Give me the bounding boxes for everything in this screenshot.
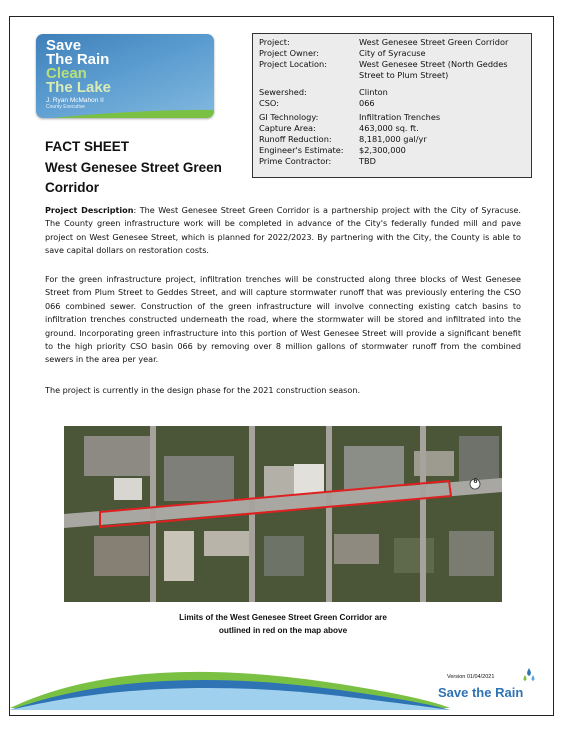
project-description-paragraph (45, 204, 521, 258)
page-title: West Genesee Street Green Corridor (45, 160, 222, 195)
info-label: GI Technology: (259, 112, 319, 122)
fact-sheet-label: FACT SHEET (45, 139, 130, 154)
logo-line-save: Save (46, 37, 82, 54)
map-caption-line1: Limits of the West Genesee Street Green Corridor are (179, 613, 387, 622)
info-label: Sewershed: (259, 87, 307, 97)
project-info-box (252, 33, 532, 178)
info-value: Clinton (359, 87, 388, 97)
logo-executive-name: J. Ryan McMahon II (46, 97, 104, 104)
footer-wave (10, 650, 450, 710)
info-label: Runoff Reduction: (259, 134, 332, 144)
info-label: Engineer's Estimate: (259, 145, 344, 155)
green-infrastructure-paragraph: For the green infrastructure project, infiltration trenches will be constructed along three blocks of West Genesee Street from Plum Street to Geddes Street, and will capture stormwater runoff that was previously entering the CSO 066 combined sewer. Construction of the green infrastructure will involve connecting existing catch basins to infiltration trenches constructed underneath the road, where the stormwater will be stored and infiltrated into the ground. Incorporating green infrastructure into this portion of West Genesee Street will provide a significant benefit to the high priority CSO basin 066 by removing over 8 million gallons of stormwater runoff from the combined sewers in the area per year. (45, 274, 521, 365)
info-value: West Genesee Street (North Geddes Street to Plum Street) (359, 59, 508, 80)
save-the-rain-brand: Save the Rain (438, 685, 524, 700)
info-value: 066 (359, 98, 375, 108)
aerial-map-graphic (64, 426, 502, 602)
logo-line-clean: Clean (46, 65, 87, 82)
route-marker-label: 6 (473, 478, 478, 485)
project-description-label: Project Description (45, 205, 134, 215)
logo-line-the-lake: The Lake (46, 79, 112, 96)
map-caption (64, 611, 502, 637)
info-label: Prime Contractor: (259, 156, 332, 166)
design-phase-paragraph: The project is currently in the design phase for the 2021 construction season. (45, 385, 361, 395)
info-value: City of Syracuse (359, 48, 426, 58)
save-the-rain-logo (36, 34, 214, 118)
raindrops-icon (522, 668, 536, 684)
info-value: Infiltration Trenches (359, 112, 441, 122)
info-label: Project: (259, 37, 290, 47)
project-description-text: : The West Genesee Street Green Corridor is a partnership project with the City of Syracuse. The County green infrastructure work will be completed in advance of the City's federally funded mill and pave project on West Genesee Street, which is planned for 2022/2023. By partnering with the City, the County is able to save capital dollars on restoration costs. (45, 205, 521, 256)
info-value: $2,300,000 (359, 145, 406, 155)
map-caption-line2: outlined in red on the map above (218, 626, 348, 635)
logo-line-the-rain: The Rain (46, 51, 110, 68)
logo-executive-title: County Executive (46, 104, 85, 110)
info-label: CSO: (259, 98, 279, 108)
info-value: 463,000 sq. ft. (359, 123, 419, 133)
version-label: Version 01/04/2021 (447, 674, 495, 680)
info-value: West Genesee Street Green Corridor (359, 37, 509, 47)
info-label: Project Owner: (259, 48, 319, 58)
info-value: 8,181,000 gal/yr (359, 134, 427, 144)
info-label: Project Location: (259, 59, 328, 69)
info-value: TBD (359, 156, 376, 166)
aerial-map (64, 426, 502, 602)
info-label: Capture Area: (259, 123, 316, 133)
